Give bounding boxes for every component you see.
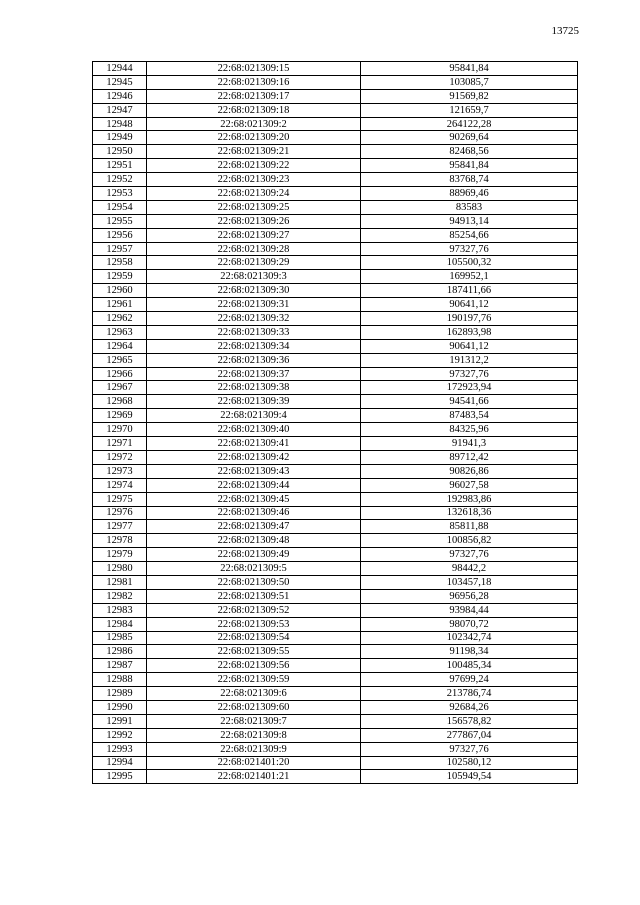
cadastral-number-cell: 22:68:021309:45 <box>147 492 361 506</box>
row-number-cell: 12961 <box>93 298 147 312</box>
table-row <box>93 89 578 103</box>
cadastral-number-cell: 22:68:021309:56 <box>147 659 361 673</box>
table-row <box>93 62 578 76</box>
value-cell: 97699,24 <box>361 673 578 687</box>
table-row <box>93 298 578 312</box>
value-cell: 90641,12 <box>361 298 578 312</box>
row-number-cell: 12977 <box>93 520 147 534</box>
value-cell: 88969,46 <box>361 187 578 201</box>
cadastral-number-cell: 22:68:021309:51 <box>147 589 361 603</box>
table-row <box>93 353 578 367</box>
row-number-cell: 12988 <box>93 673 147 687</box>
table-row <box>93 589 578 603</box>
row-number-cell: 12983 <box>93 603 147 617</box>
row-number-cell: 12986 <box>93 645 147 659</box>
value-cell: 91941,3 <box>361 437 578 451</box>
value-cell: 90826,86 <box>361 464 578 478</box>
table-row <box>93 562 578 576</box>
row-number-cell: 12968 <box>93 395 147 409</box>
value-cell: 103085,7 <box>361 75 578 89</box>
row-number-cell: 12947 <box>93 103 147 117</box>
table-row <box>93 270 578 284</box>
cadastral-number-cell: 22:68:021309:24 <box>147 187 361 201</box>
cadastral-number-cell: 22:68:021309:17 <box>147 89 361 103</box>
table-row <box>93 200 578 214</box>
cadastral-number-cell: 22:68:021309:30 <box>147 284 361 298</box>
cadastral-number-cell: 22:68:021401:21 <box>147 770 361 784</box>
cadastral-number-cell: 22:68:021309:29 <box>147 256 361 270</box>
row-number-cell: 12960 <box>93 284 147 298</box>
row-number-cell: 12994 <box>93 756 147 770</box>
row-number-cell: 12995 <box>93 770 147 784</box>
cadastral-number-cell: 22:68:021309:44 <box>147 478 361 492</box>
row-number-cell: 12944 <box>93 62 147 76</box>
table-row <box>93 325 578 339</box>
row-number-cell: 12984 <box>93 617 147 631</box>
cadastral-number-cell: 22:68:021309:48 <box>147 534 361 548</box>
value-cell: 93984,44 <box>361 603 578 617</box>
value-cell: 187411,66 <box>361 284 578 298</box>
value-cell: 90269,64 <box>361 131 578 145</box>
value-cell: 94541,66 <box>361 395 578 409</box>
table-row <box>93 700 578 714</box>
row-number-cell: 12975 <box>93 492 147 506</box>
cadastral-number-cell: 22:68:021309:37 <box>147 367 361 381</box>
cadastral-number-cell: 22:68:021309:46 <box>147 506 361 520</box>
page-number: 13725 <box>551 25 579 37</box>
value-cell: 97327,76 <box>361 367 578 381</box>
row-number-cell: 12948 <box>93 117 147 131</box>
value-cell: 91569,82 <box>361 89 578 103</box>
cadastral-number-cell: 22:68:021309:3 <box>147 270 361 284</box>
cadastral-number-cell: 22:68:021309:59 <box>147 673 361 687</box>
cadastral-number-cell: 22:68:021309:42 <box>147 450 361 464</box>
value-cell: 102342,74 <box>361 631 578 645</box>
table-row <box>93 548 578 562</box>
table-row <box>93 603 578 617</box>
table-row <box>93 478 578 492</box>
table-row <box>93 423 578 437</box>
row-number-cell: 12958 <box>93 256 147 270</box>
value-cell: 97327,76 <box>361 548 578 562</box>
cadastral-number-cell: 22:68:021309:27 <box>147 228 361 242</box>
value-cell: 83768,74 <box>361 173 578 187</box>
row-number-cell: 12976 <box>93 506 147 520</box>
value-cell: 121659,7 <box>361 103 578 117</box>
cadastral-number-cell: 22:68:021309:23 <box>147 173 361 187</box>
cadastral-number-cell: 22:68:021309:31 <box>147 298 361 312</box>
value-cell: 102580,12 <box>361 756 578 770</box>
cadastral-number-cell: 22:68:021309:49 <box>147 548 361 562</box>
row-number-cell: 12962 <box>93 312 147 326</box>
cadastral-number-cell: 22:68:021309:36 <box>147 353 361 367</box>
table-row <box>93 575 578 589</box>
cadastral-number-cell: 22:68:021309:2 <box>147 117 361 131</box>
cadastral-number-cell: 22:68:021309:21 <box>147 145 361 159</box>
value-cell: 96027,58 <box>361 478 578 492</box>
value-cell: 89712,42 <box>361 450 578 464</box>
table-body <box>93 62 578 784</box>
cadastral-number-cell: 22:68:021309:9 <box>147 742 361 756</box>
cadastral-number-cell: 22:68:021309:20 <box>147 131 361 145</box>
row-number-cell: 12987 <box>93 659 147 673</box>
table-row <box>93 187 578 201</box>
table-row <box>93 214 578 228</box>
row-number-cell: 12989 <box>93 687 147 701</box>
value-cell: 95841,84 <box>361 62 578 76</box>
table-row <box>93 159 578 173</box>
value-cell: 213786,74 <box>361 687 578 701</box>
cadastral-number-cell: 22:68:021309:43 <box>147 464 361 478</box>
cadastral-number-cell: 22:68:021401:20 <box>147 756 361 770</box>
table-row <box>93 312 578 326</box>
cadastral-number-cell: 22:68:021309:33 <box>147 325 361 339</box>
table-row <box>93 687 578 701</box>
table-row <box>93 631 578 645</box>
table-row <box>93 367 578 381</box>
cadastral-number-cell: 22:68:021309:6 <box>147 687 361 701</box>
table-row <box>93 464 578 478</box>
value-cell: 277867,04 <box>361 728 578 742</box>
cadastral-number-cell: 22:68:021309:40 <box>147 423 361 437</box>
table-row <box>93 770 578 784</box>
cadastral-number-cell: 22:68:021309:39 <box>147 395 361 409</box>
table-row <box>93 437 578 451</box>
table-row <box>93 339 578 353</box>
value-cell: 190197,76 <box>361 312 578 326</box>
value-cell: 96956,28 <box>361 589 578 603</box>
row-number-cell: 12946 <box>93 89 147 103</box>
table-row <box>93 395 578 409</box>
cadastral-number-cell: 22:68:021309:22 <box>147 159 361 173</box>
table-row <box>93 75 578 89</box>
row-number-cell: 12956 <box>93 228 147 242</box>
table-row <box>93 242 578 256</box>
cadastral-number-cell: 22:68:021309:16 <box>147 75 361 89</box>
table-row <box>93 409 578 423</box>
value-cell: 100485,34 <box>361 659 578 673</box>
row-number-cell: 12985 <box>93 631 147 645</box>
row-number-cell: 12979 <box>93 548 147 562</box>
value-cell: 91198,34 <box>361 645 578 659</box>
row-number-cell: 12953 <box>93 187 147 201</box>
table-row <box>93 492 578 506</box>
value-cell: 97327,76 <box>361 742 578 756</box>
value-cell: 264122,28 <box>361 117 578 131</box>
table-row <box>93 450 578 464</box>
table-row <box>93 645 578 659</box>
value-cell: 82468,56 <box>361 145 578 159</box>
table-row <box>93 673 578 687</box>
cadastral-number-cell: 22:68:021309:52 <box>147 603 361 617</box>
value-cell: 84325,96 <box>361 423 578 437</box>
row-number-cell: 12955 <box>93 214 147 228</box>
value-cell: 132618,36 <box>361 506 578 520</box>
cadastral-number-cell: 22:68:021309:18 <box>147 103 361 117</box>
row-number-cell: 12973 <box>93 464 147 478</box>
value-cell: 98070,72 <box>361 617 578 631</box>
table-row <box>93 256 578 270</box>
value-cell: 95841,84 <box>361 159 578 173</box>
value-cell: 83583 <box>361 200 578 214</box>
value-cell: 94913,14 <box>361 214 578 228</box>
row-number-cell: 12954 <box>93 200 147 214</box>
table-row <box>93 381 578 395</box>
cadastral-number-cell: 22:68:021309:47 <box>147 520 361 534</box>
table-row <box>93 742 578 756</box>
row-number-cell: 12971 <box>93 437 147 451</box>
row-number-cell: 12963 <box>93 325 147 339</box>
table-row <box>93 756 578 770</box>
cadastral-number-cell: 22:68:021309:41 <box>147 437 361 451</box>
value-cell: 169952,1 <box>361 270 578 284</box>
table-row <box>93 506 578 520</box>
row-number-cell: 12972 <box>93 450 147 464</box>
row-number-cell: 12978 <box>93 534 147 548</box>
value-cell: 105500,32 <box>361 256 578 270</box>
cadastral-value-table <box>92 61 578 784</box>
row-number-cell: 12957 <box>93 242 147 256</box>
value-cell: 87483,54 <box>361 409 578 423</box>
table-row <box>93 534 578 548</box>
value-cell: 191312,2 <box>361 353 578 367</box>
cadastral-number-cell: 22:68:021309:25 <box>147 200 361 214</box>
value-cell: 90641,12 <box>361 339 578 353</box>
cadastral-number-cell: 22:68:021309:50 <box>147 575 361 589</box>
row-number-cell: 12949 <box>93 131 147 145</box>
cadastral-number-cell: 22:68:021309:53 <box>147 617 361 631</box>
value-cell: 85254,66 <box>361 228 578 242</box>
table-row <box>93 228 578 242</box>
value-cell: 92684,26 <box>361 700 578 714</box>
row-number-cell: 12959 <box>93 270 147 284</box>
row-number-cell: 12980 <box>93 562 147 576</box>
row-number-cell: 12974 <box>93 478 147 492</box>
row-number-cell: 12964 <box>93 339 147 353</box>
table-row <box>93 714 578 728</box>
row-number-cell: 12967 <box>93 381 147 395</box>
table-row <box>93 659 578 673</box>
value-cell: 97327,76 <box>361 242 578 256</box>
value-cell: 103457,18 <box>361 575 578 589</box>
table-row <box>93 520 578 534</box>
value-cell: 192983,86 <box>361 492 578 506</box>
value-cell: 172923,94 <box>361 381 578 395</box>
table-row <box>93 145 578 159</box>
row-number-cell: 12991 <box>93 714 147 728</box>
table-row <box>93 131 578 145</box>
cadastral-number-cell: 22:68:021309:4 <box>147 409 361 423</box>
row-number-cell: 12950 <box>93 145 147 159</box>
row-number-cell: 12951 <box>93 159 147 173</box>
row-number-cell: 12990 <box>93 700 147 714</box>
table-row <box>93 103 578 117</box>
cadastral-number-cell: 22:68:021309:60 <box>147 700 361 714</box>
cadastral-number-cell: 22:68:021309:28 <box>147 242 361 256</box>
cadastral-number-cell: 22:68:021309:26 <box>147 214 361 228</box>
row-number-cell: 12952 <box>93 173 147 187</box>
row-number-cell: 12992 <box>93 728 147 742</box>
cadastral-number-cell: 22:68:021309:34 <box>147 339 361 353</box>
cadastral-number-cell: 22:68:021309:55 <box>147 645 361 659</box>
value-cell: 98442,2 <box>361 562 578 576</box>
table-row <box>93 728 578 742</box>
cadastral-number-cell: 22:68:021309:15 <box>147 62 361 76</box>
value-cell: 105949,54 <box>361 770 578 784</box>
cadastral-number-cell: 22:68:021309:5 <box>147 562 361 576</box>
cadastral-number-cell: 22:68:021309:38 <box>147 381 361 395</box>
row-number-cell: 12970 <box>93 423 147 437</box>
table-row <box>93 284 578 298</box>
row-number-cell: 12982 <box>93 589 147 603</box>
row-number-cell: 12993 <box>93 742 147 756</box>
row-number-cell: 12969 <box>93 409 147 423</box>
row-number-cell: 12966 <box>93 367 147 381</box>
cadastral-number-cell: 22:68:021309:54 <box>147 631 361 645</box>
value-cell: 156578,82 <box>361 714 578 728</box>
value-cell: 162893,98 <box>361 325 578 339</box>
value-cell: 85811,88 <box>361 520 578 534</box>
table-row <box>93 173 578 187</box>
value-cell: 100856,82 <box>361 534 578 548</box>
table-row <box>93 117 578 131</box>
cadastral-number-cell: 22:68:021309:8 <box>147 728 361 742</box>
row-number-cell: 12965 <box>93 353 147 367</box>
cadastral-number-cell: 22:68:021309:7 <box>147 714 361 728</box>
cadastral-number-cell: 22:68:021309:32 <box>147 312 361 326</box>
row-number-cell: 12981 <box>93 575 147 589</box>
row-number-cell: 12945 <box>93 75 147 89</box>
table-row <box>93 617 578 631</box>
